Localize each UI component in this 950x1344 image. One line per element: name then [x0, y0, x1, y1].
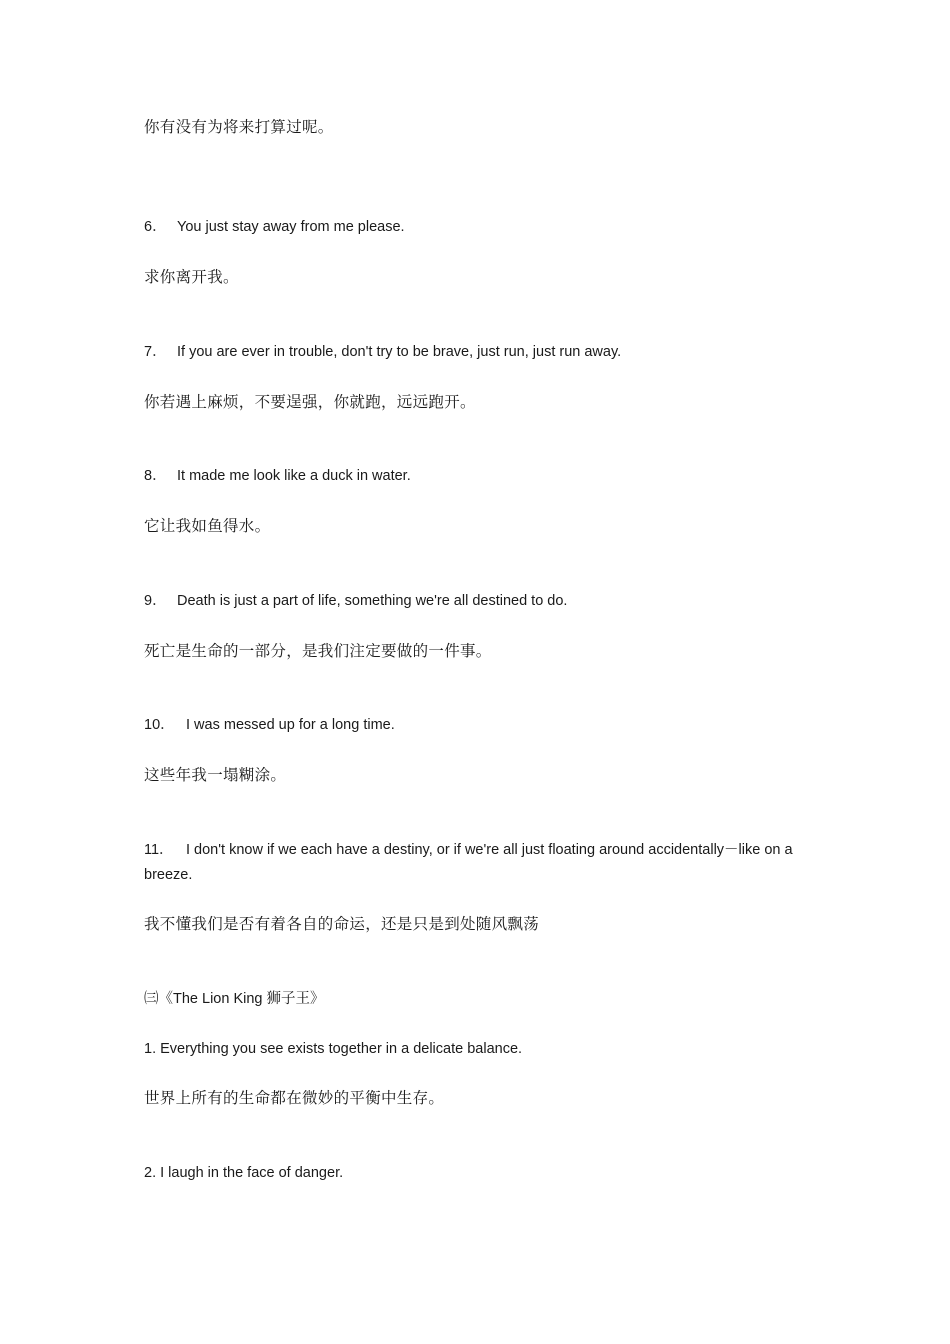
quote-line: 1. Everything you see exists together in a delicate balance.: [144, 1041, 523, 1057]
translation-line: 死亡是生命的一部分，是我们注定要做的一件事。: [144, 642, 492, 660]
quote-line: [144, 713, 814, 738]
translation-line: 你若遇上麻烦，不要逞强，你就跑，远远跑开。: [144, 393, 476, 411]
translation-line: 世界上所有的生命都在微妙的平衡中生存。: [144, 1089, 445, 1107]
quote-text: It made me look like a duck in water.: [177, 468, 411, 484]
translation-line: 求你离开我。: [144, 268, 239, 286]
quote-text: You just stay away from me please.: [177, 219, 405, 235]
quote-line: [144, 589, 814, 614]
translation-line: 你有没有为将来打算过呢。: [144, 118, 334, 136]
quote-number: 11．: [144, 842, 174, 858]
quote-line: [144, 215, 814, 240]
quote-number: 8．: [144, 468, 167, 484]
quote-number: 9．: [144, 593, 167, 609]
quote-number: 7．: [144, 344, 167, 360]
section-heading: ㈢《The Lion King 狮子王》: [144, 991, 325, 1007]
quote-line: [144, 464, 814, 489]
translation-line: 它让我如鱼得水。: [144, 517, 271, 535]
quote-text: Death is just a part of life, something we're all destined to do.: [177, 593, 568, 609]
translation-line: 这些年我一塌糊涂。: [144, 766, 287, 784]
quote-number: 6．: [144, 219, 167, 235]
quote-text: If you are ever in trouble, don't try to be brave, just run, just run away.: [177, 344, 622, 360]
quote-line: [144, 838, 814, 888]
quote-text: I was messed up for a long time.: [186, 717, 395, 733]
quote-line: [144, 340, 814, 365]
quote-text: I don't know if we each have a destiny, or if we're all just floating around accidentally－like on a breeze.: [144, 842, 793, 883]
quote-number: 10．: [144, 717, 175, 733]
quote-line: 2. I laugh in the face of danger.: [144, 1165, 344, 1181]
translation-line: 我不懂我们是否有着各自的命运，还是只是到处随风飘荡: [144, 915, 540, 933]
